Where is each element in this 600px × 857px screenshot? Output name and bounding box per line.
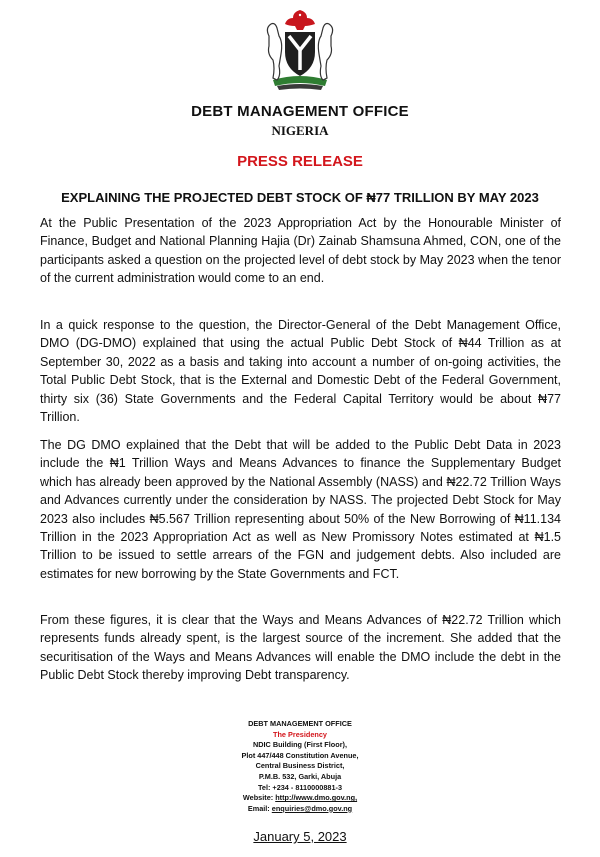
footer-address-line: NDIC Building (First Floor), [252, 740, 348, 750]
paragraph: At the Public Presentation of the 2023 Appropriation Act by the Honourable Minister of Finance, Budget and National Planning Hajia (Dr) Zainab Shamsuna Ahmed, CON, one of the participants asked a question on the projected level of debt stock by May 2023 when the tenor of the current administration would come to an end. [40, 216, 561, 286]
footer-address-line: Central Business District, [255, 761, 345, 771]
footer-presidency: The Presidency [273, 729, 327, 739]
paragraph: From these figures, it is clear that the Ways and Means Advances of ₦22.72 Trillion which represents funds already spent, is the largest source of the increment. She added that the securitisation of the Ways and Means Advances will enable the DMO include the debt in the Public Debt Stock thereby improving Debt transparency. [40, 613, 561, 683]
organization-title: DEBT MANAGEMENT OFFICE [191, 103, 409, 120]
paragraph: In a quick response to the question, the Director-General of the Debt Management Office, DMO (DG-DMO) explained that using the actual Public Debt Stock of ₦44 Trillion as at September 30, 2022 as a basis and taking into account a number of on-going activities, the Total Public Debt Stock, that is the External and Domestic Debt of the Federal Government, thirty six (36) State Governments and the Federal Capital Territory would be about ₦77 Trillion. [40, 318, 561, 425]
contact-footer [0, 719, 600, 814]
website-link[interactable]: http://www.dmo.gov.ng, [275, 793, 358, 803]
headline: EXPLAINING THE PROJECTED DEBT STOCK OF ₦77 TRILLION BY MAY 2023 [61, 190, 539, 205]
footer-telephone: Tel: +234 - 8110000881-3 [257, 782, 343, 792]
email-link[interactable]: enquiries@dmo.gov.ng [271, 803, 353, 813]
footer-email-row [0, 804, 600, 815]
footer-address-line: P.M.B. 532, Garki, Abuja [258, 771, 342, 781]
footer-org: DEBT MANAGEMENT OFFICE [248, 719, 352, 728]
footer-website-row [0, 793, 600, 804]
press-release-label: PRESS RELEASE [237, 153, 363, 170]
nigeria-coat-of-arms-icon [255, 6, 345, 92]
release-date: January 5, 2023 [253, 829, 347, 844]
country-name: NIGERIA [271, 123, 329, 138]
paragraph: The DG DMO explained that the Debt that will be added to the Public Debt Data in 2023 include the ₦1 Trillion Ways and Means Advances to finance the Supplementary Budget which has already been approved by the National Assembly (NASS) and ₦22.72 Trillion Ways and Advances currently under the consideration by NASS. The projected Debt Stock for May 2023 also includes ₦5.567 Trillion representing about 50% of the New Borrowing of ₦11.134 Trillion in the 2023 Appropriation Act as well as New Promissory Notes estimated at ₦1.5 Trillion to be issued to settle arrears of the FGN and judgement debts. Also included are estimates for new borrowing by the State Governments and FCT. [40, 438, 561, 581]
website-label: Website: [242, 793, 274, 803]
email-label: Email: [247, 803, 270, 813]
footer-address-line: Plot 447/448 Constitution Avenue, [241, 750, 359, 760]
